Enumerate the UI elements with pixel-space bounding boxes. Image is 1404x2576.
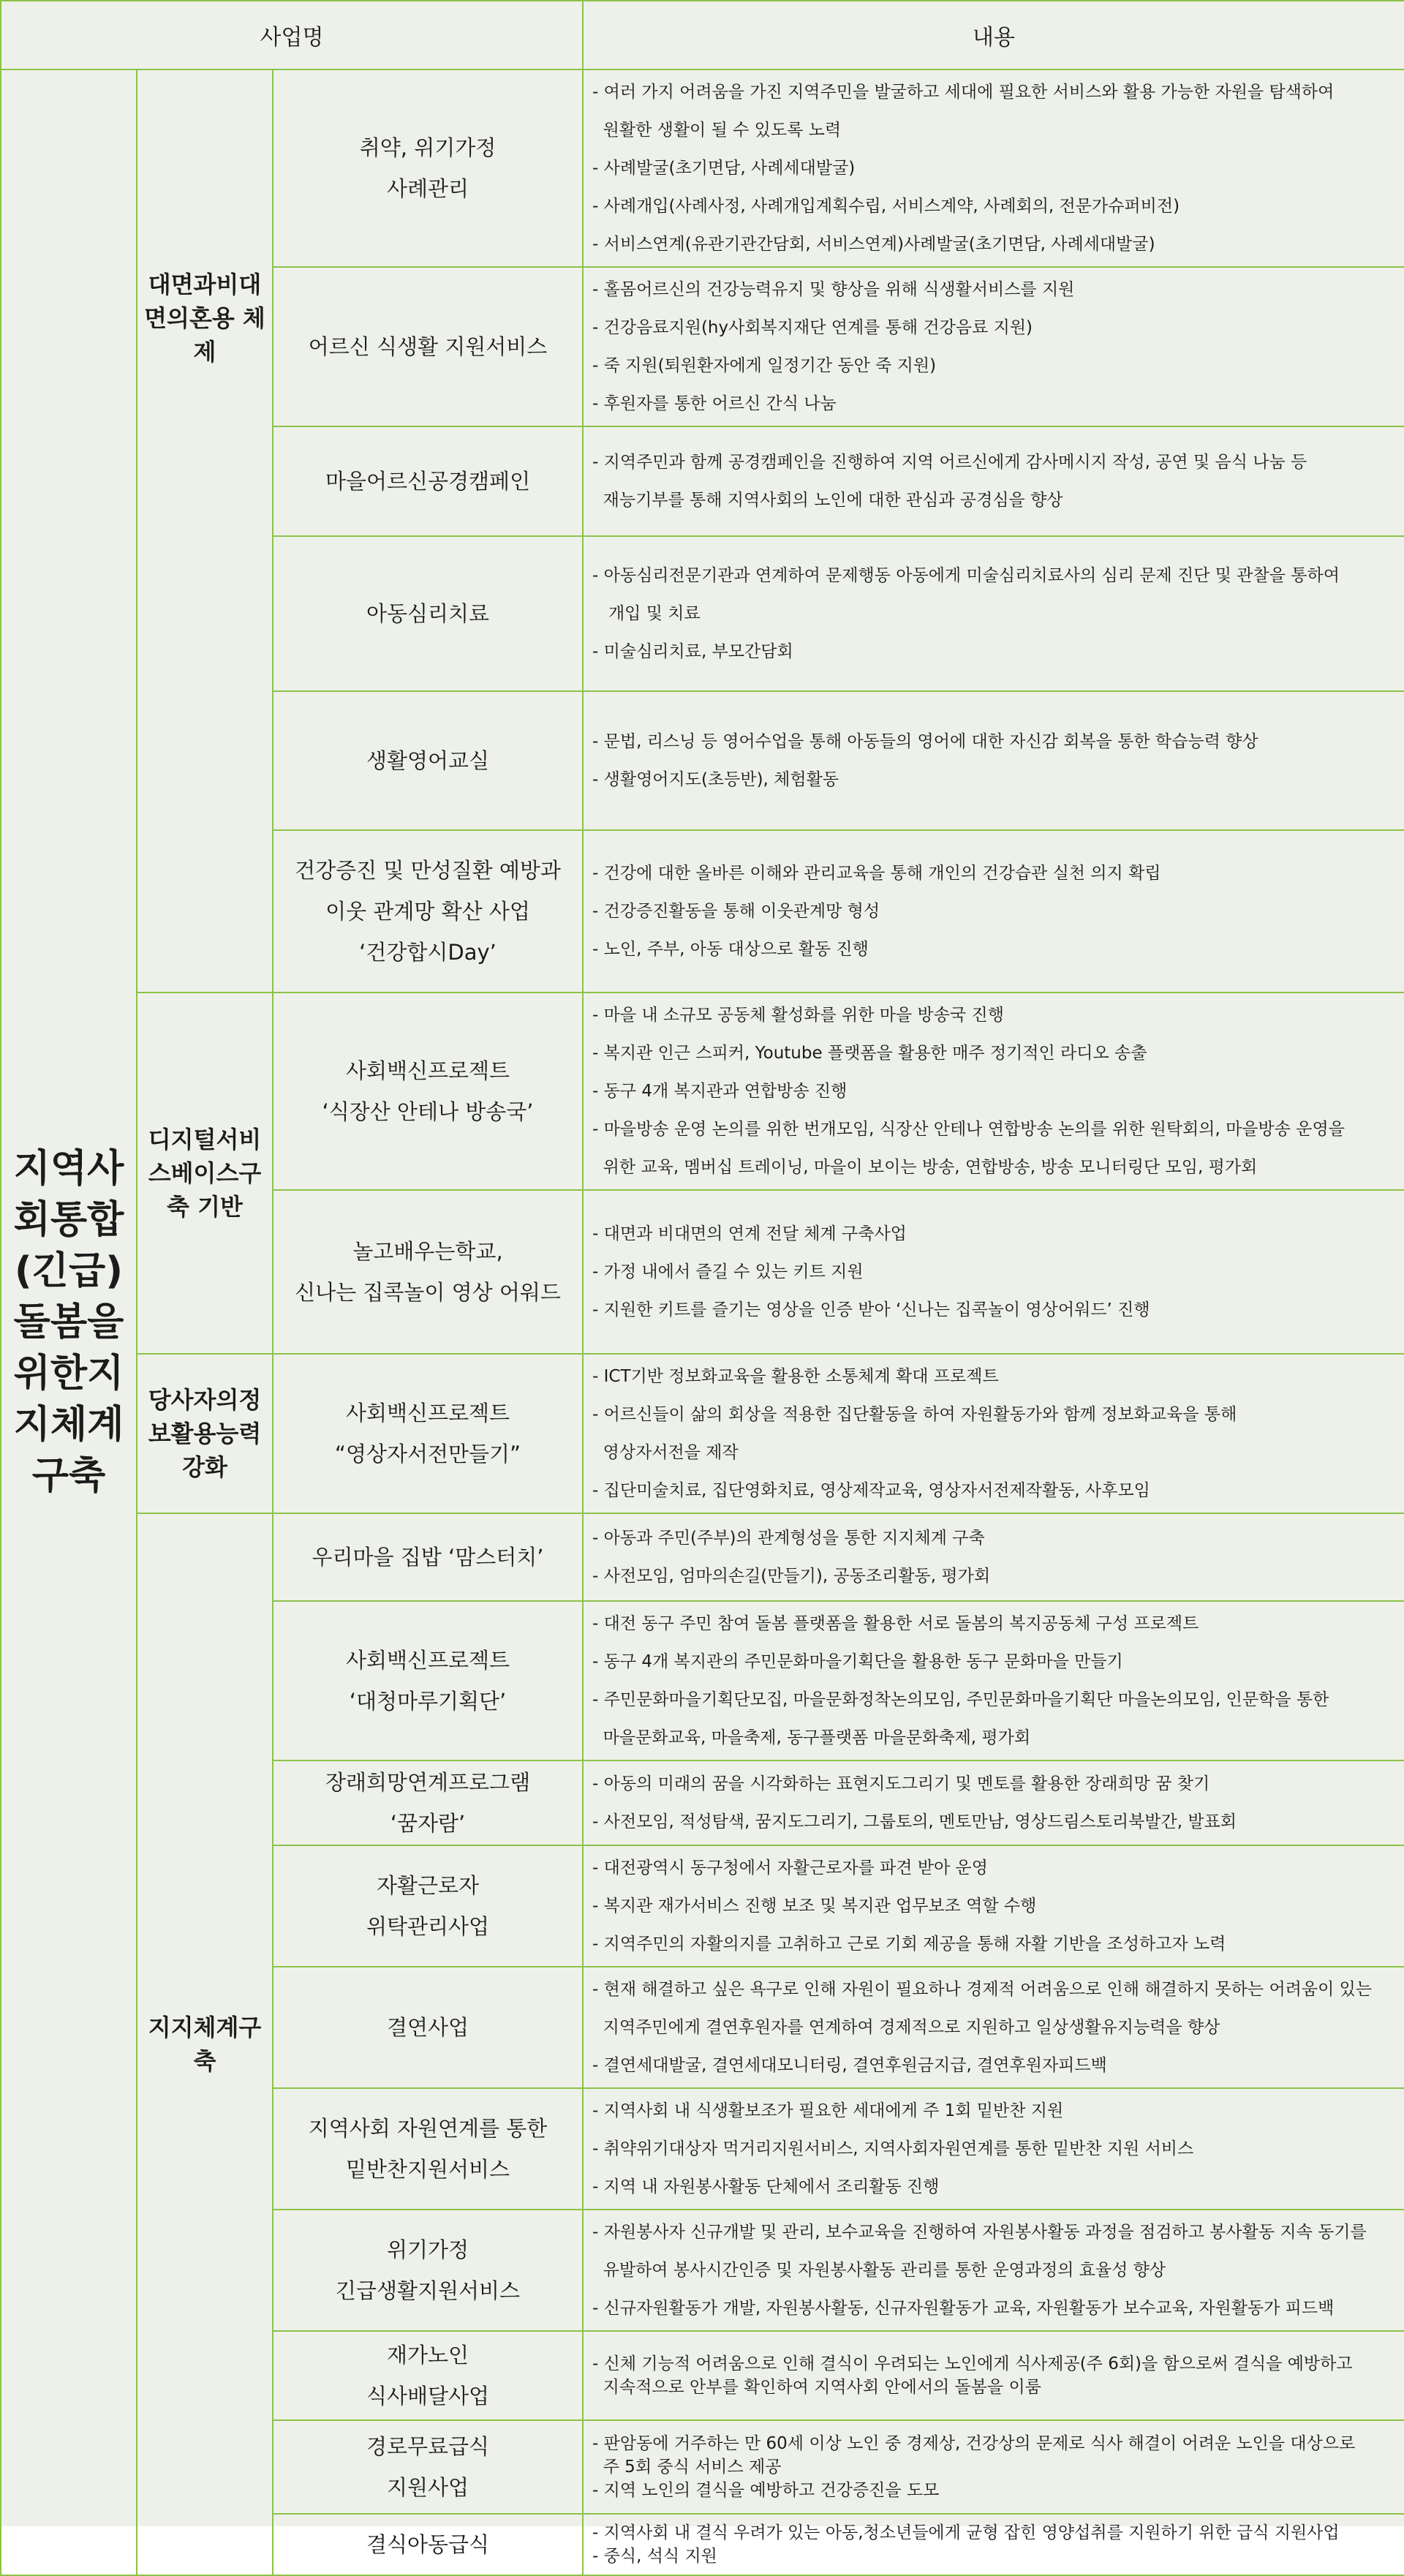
project-name-line: 식사배달사업 [366, 2384, 490, 2409]
content-line: 주 5회 중식 서비스 제공 [592, 2458, 782, 2477]
project-name-line: 지원사업 [386, 2475, 469, 2500]
table-row [1, 993, 1404, 1190]
content-line: - 대면과 비대면의 연계 전달 체계 구축사업 [592, 1224, 907, 1243]
project-content [583, 1845, 1404, 1967]
content-line: - 지역사회 내 결식 우려가 있는 아동,청소년들에게 균형 잡힌 영양섭취를 지원하기 위한 급식 지원사업 [592, 2523, 1340, 2542]
content-line: - 지역사회 내 식생활보조가 필요한 세대에게 주 1회 밑반찬 지원 [592, 2101, 1064, 2120]
table-row [1, 69, 1404, 267]
project-name [273, 536, 583, 691]
project-name [273, 1601, 583, 1760]
project-content [583, 1601, 1404, 1760]
project-name-line: 사회백신프로젝트 [345, 1058, 510, 1083]
project-name-line: “영상자서전만들기” [334, 1442, 521, 1466]
project-name-line: 결연사업 [386, 2015, 469, 2040]
project-name-line: ‘대청마루기획단’ [349, 1689, 507, 1714]
content-line: - 현재 해결하고 싶은 욕구로 인해 자원이 필요하나 경제적 어려움으로 인해 해결하지 못하는 어려움이 있는 [592, 1980, 1373, 1999]
content-line: 영상자서전을 제작 [592, 1443, 739, 1462]
category-line: 능력 강화 [182, 1420, 262, 1481]
project-content [583, 536, 1404, 691]
content-line: - 노인, 주부, 아동 대상으로 활동 진행 [592, 940, 869, 959]
content-line: - 집단미술치료, 집단영화치료, 영상제작교육, 영상자서전제작활동, 사후모임 [592, 1481, 1150, 1500]
content-line: - 복지관 재가서비스 진행 보조 및 복지관 업무보조 역할 수행 [592, 1897, 1037, 1916]
content-line: - 생활영어지도(초등반), 체험활동 [592, 770, 839, 789]
content-line: - 홀몸어르신의 건강능력유지 및 향상을 위해 식생활서비스를 지원 [592, 280, 1075, 299]
content-line: 위한 교육, 멤버십 트레이닝, 마을이 보이는 방송, 연합방송, 방송 모니터링단 모임, 평가회 [592, 1158, 1258, 1177]
category-line: 정보활용 [148, 1386, 262, 1447]
project-name [273, 267, 583, 426]
category-line: 베이스 [170, 1159, 239, 1187]
project-content [583, 267, 1404, 426]
content-line: - 지원한 키트를 즐기는 영상을 인증 받아 ‘신나는 집콕놀이 영상어워드’ 진행 [592, 1300, 1150, 1319]
category-line: 지지체계 [148, 2014, 239, 2041]
content-line: - 중식, 석식 지원 [592, 2547, 717, 2566]
project-name [273, 1967, 583, 2088]
content-line: - 죽 지원(퇴원환자에게 일정기간 동안 죽 지원) [592, 356, 937, 375]
project-name-line: 아동심리치료 [366, 601, 490, 626]
content-line: - 후원자를 통한 어르신 간식 나눔 [592, 394, 837, 413]
header-content: 내용 [583, 1, 1404, 69]
content-line: - 여러 가지 어려움을 가진 지역주민을 발굴하고 세대에 필요한 서비스와 활용 가능한 자원을 탐색하여 [592, 83, 1335, 102]
content-line: - 동구 4개 복지관과 연합방송 진행 [592, 1082, 848, 1101]
project-name-line: ‘식장산 안테나 방송국’ [322, 1099, 534, 1124]
content-line: 재능기부를 통해 지역사회의 노인에 대한 관심과 공경심을 향상 [592, 491, 1063, 510]
project-name [273, 993, 583, 1190]
content-line: - 사전모임, 엄마의손길(만들기), 공동조리활동, 평가회 [592, 1567, 991, 1586]
cat-support [137, 1513, 273, 2575]
project-name-line: 사회백신프로젝트 [345, 1401, 510, 1426]
main-title-line: 지지체계 [13, 1352, 124, 1447]
content-line: - 동구 4개 복지관의 주민문화마을기획단을 활용한 동구 문화마을 만들기 [592, 1652, 1123, 1671]
content-line: - 지역주민의 자활의지를 고취하고 근로 기회 제공을 통해 자활 기반을 조성하고자 노력 [592, 1935, 1226, 1954]
project-name-line: 건강증진 및 만성질환 예방과 [295, 858, 561, 883]
cat-digital [137, 993, 273, 1354]
table-body [1, 69, 1404, 2575]
project-name-line: ‘건강합시Day’ [359, 940, 497, 965]
content-line: - 아동과 주민(주부)의 관계형성을 통한 지지체계 구축 [592, 1529, 985, 1548]
project-name-line: 어르신 식생활 지원서비스 [308, 334, 548, 359]
content-line: - 마을방송 운영 논의를 위한 번개모임, 식장산 안테나 연합방송 논의를 위한 원탁회의, 마을방송 운영을 [592, 1120, 1345, 1139]
project-content [583, 2210, 1404, 2331]
cat-face-to-face [137, 69, 273, 993]
content-line: - 지역주민과 함께 공경캠페인을 진행하여 지역 어르신에게 감사메시지 작성, 공연 및 음식 나눔 등 [592, 453, 1307, 472]
header-business-name: 사업명 [1, 1, 583, 69]
content-line: - ICT기반 정보화교육을 활용한 소통체계 확대 프로젝트 [592, 1367, 999, 1386]
project-name-line: 이웃 관계망 확산 사업 [325, 899, 530, 924]
project-name-line: 놀고배우는학교, [352, 1239, 503, 1264]
main-title-line: 지역사회 [13, 1147, 124, 1242]
content-line: 원활한 생활이 될 수 있도록 노력 [592, 121, 842, 140]
cat-info [137, 1354, 273, 1513]
content-line: - 어르신들이 삶의 회상을 적용한 집단활동을 하여 자원활동가와 함께 정보화교육을 통해 [592, 1405, 1237, 1424]
project-content [583, 426, 1404, 536]
project-content [583, 1190, 1404, 1354]
category-line: 대면과 [148, 271, 216, 298]
main-title [1, 69, 137, 2575]
category-line: 디지털서비스 [148, 1126, 262, 1187]
project-name [273, 830, 583, 993]
project-name [273, 2210, 583, 2331]
category-line: 구축 기반 [167, 1159, 262, 1221]
category-line: 비대면의 [144, 271, 262, 332]
project-content [583, 2420, 1404, 2514]
project-name-line: 재가노인 [386, 2343, 469, 2368]
content-line: - 건강에 대한 올바른 이해와 관리교육을 통해 개인의 건강습관 실천 의지 확립 [592, 864, 1161, 883]
project-name [273, 691, 583, 830]
category-line: 구축 [193, 2014, 262, 2075]
project-name [273, 426, 583, 536]
content-line: - 결연세대발굴, 결연세대모니터링, 결연후원금지급, 결연후원자피드백 [592, 2056, 1107, 2075]
content-line: - 사례발굴(초기면담, 사례세대발굴) [592, 159, 856, 178]
content-line: - 자원봉사자 신규개발 및 관리, 보수교육을 진행하여 자원봉사활동 과정을 점검하고 봉사활동 지속 동기를 [592, 2223, 1367, 2242]
category-line: 당사자의 [148, 1386, 239, 1414]
content-line: - 복지관 인근 스피커, Youtube 플랫폼을 활용한 매주 정기적인 라디오 송출 [592, 1044, 1147, 1063]
project-name-line: 생활영어교실 [366, 748, 490, 773]
content-line: - 서비스연계(유관기관간담회, 서비스연계)사례발굴(초기면담, 사례세대발굴) [592, 235, 1155, 254]
content-line: - 건강음료지원(hy사회복지재단 연계를 통해 건강음료 지원) [592, 318, 1033, 337]
project-name-line: 지역사회 자원연계를 통한 [308, 2116, 548, 2141]
content-line: - 신체 기능적 어려움으로 인해 결식이 우려되는 노인에게 식사제공(주 6회)을 함으로써 결식을 예방하고 [592, 2354, 1353, 2373]
project-content [583, 2088, 1404, 2210]
content-line: 유발하여 봉사시간인증 및 자원봉사활동 관리를 통한 운영과정의 효율성 향상 [592, 2261, 1166, 2280]
content-line: - 취약위기대상자 먹거리지원서비스, 지역사회자원연계를 통한 밑반찬 지원 서비스 [592, 2139, 1194, 2158]
project-content [583, 1760, 1404, 1845]
project-content [583, 830, 1404, 993]
project-content [583, 1513, 1404, 1601]
project-content [583, 2331, 1404, 2420]
table-row [1, 1354, 1404, 1513]
content-line: - 아동심리전문기관과 연계하여 문제행동 아동에게 미술심리치료사의 심리 문제 진단 및 관찰을 통하여 [592, 566, 1340, 585]
project-name-line: 긴급생활지원서비스 [335, 2278, 521, 2303]
header-row [1, 1, 1404, 69]
project-name-line: 취약, 위기가정 [359, 135, 497, 160]
content-line: - 지역 노인의 결식을 예방하고 건강증진을 도모 [592, 2481, 940, 2500]
project-name-line: 결식아동급식 [366, 2532, 490, 2557]
project-name-line: 사례관리 [386, 176, 469, 201]
content-line: - 문법, 리스닝 등 영어수업을 통해 아동들의 영어에 대한 자신감 회복을 통한 학습능력 향상 [592, 732, 1258, 751]
content-line: - 사전모임, 적성탐색, 꿈지도그리기, 그룹토의, 멘토만남, 영상드림스토리북발간, 발표회 [592, 1812, 1237, 1831]
category-line: 혼용 체제 [189, 304, 265, 366]
content-line: - 사례개입(사례사정, 사례개입계획수립, 서비스계약, 사례회의, 전문가슈퍼비전) [592, 197, 1180, 216]
content-line: 개입 및 치료 [592, 604, 701, 623]
project-name-line: ‘꿈자람’ [390, 1811, 466, 1836]
project-content [583, 1967, 1404, 2088]
project-name-line: 마을어르신공경캠페인 [325, 469, 531, 494]
main-title-line: 위한 [13, 1352, 88, 1396]
content-line: - 마을 내 소규모 공동체 활성화를 위한 마을 방송국 진행 [592, 1006, 1004, 1025]
project-name-line: 사회백신프로젝트 [345, 1648, 510, 1673]
content-line: - 판암동에 거주하는 만 60세 이상 노인 중 경제상, 건강상의 문제로 식사 해결이 어려운 노인을 대상으로 [592, 2434, 1356, 2453]
main-title-line: 돌봄을 [13, 1300, 124, 1344]
project-content [583, 993, 1404, 1190]
project-name-line: 장래희망연계프로그램 [325, 1770, 531, 1795]
content-line: - 가정 내에서 즐길 수 있는 키트 지원 [592, 1262, 864, 1281]
project-name [273, 1354, 583, 1513]
project-name [273, 1760, 583, 1845]
content-line: - 지역 내 자원봉사활동 단체에서 조리활동 진행 [592, 2177, 940, 2196]
project-name-line: 경로무료급식 [366, 2434, 490, 2459]
project-name [273, 2088, 583, 2210]
project-name [273, 69, 583, 267]
project-name-line: 위탁관리사업 [366, 1914, 490, 1939]
content-line: 지속적으로 안부를 확인하여 지역사회 안에서의 돌봄을 이룸 [592, 2378, 1041, 2397]
project-name [273, 2514, 583, 2575]
project-name-line: 위기가정 [386, 2237, 469, 2262]
main-title-line: (긴급) [15, 1249, 123, 1293]
main-title-line: 구축 [31, 1454, 106, 1498]
project-name [273, 1845, 583, 1967]
project-name-line: 밑반찬지원서비스 [345, 2157, 510, 2182]
table-row [1, 1513, 1404, 1601]
content-line: - 미술심리치료, 부모간담회 [592, 642, 793, 661]
content-line: - 주민문화마을기획단모집, 마을문화정착논의모임, 주민문화마을기획단 마을논의모임, 인문학을 통한 [592, 1690, 1329, 1709]
content-line: - 대전광역시 동구청에서 자활근로자를 파견 받아 운영 [592, 1858, 988, 1878]
project-name-line: 자활근로자 [376, 1873, 480, 1898]
project-content [583, 69, 1404, 267]
project-content [583, 691, 1404, 830]
project-name [273, 2331, 583, 2420]
project-content [583, 1354, 1404, 1513]
project-name-line: 신나는 집콕놀이 영상 어워드 [295, 1280, 561, 1305]
project-name-line: 우리마을 집밥 ‘맘스터치’ [312, 1545, 544, 1570]
content-line: - 건강증진활동을 통해 이웃관계망 형성 [592, 902, 880, 921]
main-title-line: 통합 [50, 1198, 124, 1242]
content-line: - 아동의 미래의 꿈을 시각화하는 표현지도그리기 및 멘토를 활용한 장래희망 꿈 찾기 [592, 1774, 1210, 1793]
content-line: 지역주민에게 결연후원자를 연계하여 경제적으로 지원하고 일상생활유지능력을 향상 [592, 2018, 1220, 2037]
content-line: 마을문화교육, 마을축제, 동구플랫폼 마을문화축제, 평가회 [592, 1728, 1031, 1747]
project-content [583, 2514, 1404, 2575]
content-line: - 신규자원활동가 개발, 자원봉사활동, 신규자원활동가 교육, 자원활동가 보수교육, 자원활동가 피드백 [592, 2299, 1335, 2318]
content-line: - 대전 동구 주민 참여 돌봄 플랫폼을 활용한 서로 돌봄의 복지공동체 구성 프로젝트 [592, 1614, 1199, 1633]
project-name [273, 1190, 583, 1354]
project-name [273, 2420, 583, 2514]
project-name [273, 1513, 583, 1601]
